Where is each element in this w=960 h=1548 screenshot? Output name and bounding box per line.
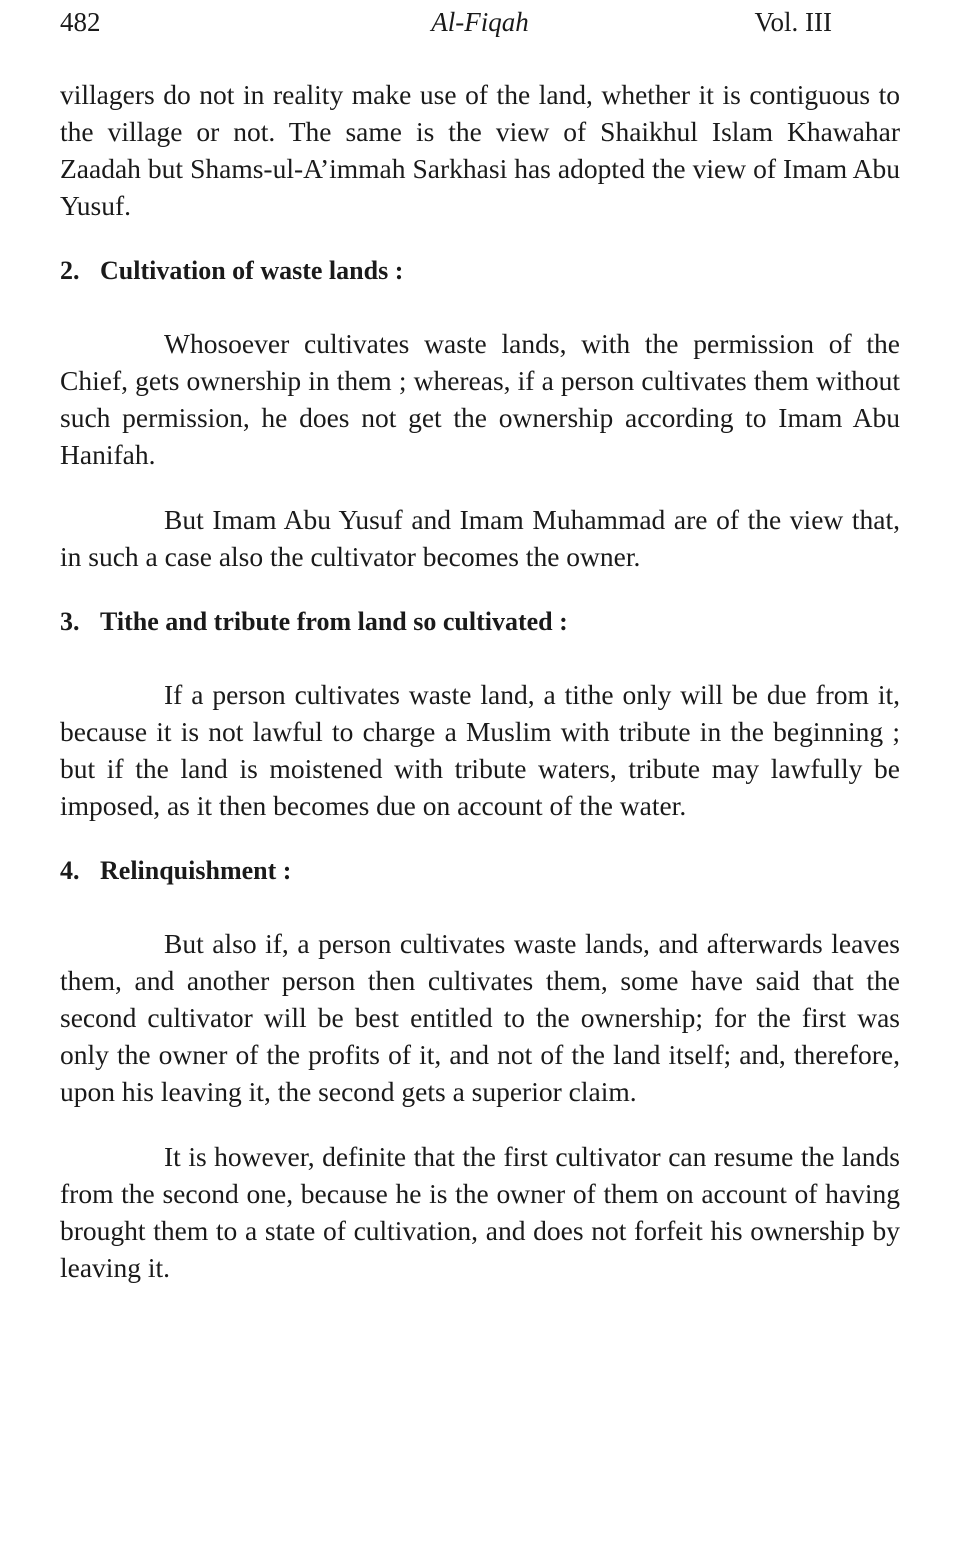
page-number: 482: [60, 7, 101, 37]
section-title: Relinquishment :: [100, 856, 292, 885]
book-title: Al-Fiqah: [431, 7, 529, 37]
section-number: 4.: [60, 856, 80, 885]
paragraph: But also if, a person cultivates waste lands, and afterwards leaves them, and another person then cultivates them, some have said that the second cultivator will be best entitled to the ownership; for the first was only the owner of the profits of it, and not of the land itself; and, therefore, upon his leaving it, the second gets a superior claim.: [60, 928, 900, 1107]
section-heading-2: [60, 252, 900, 289]
paragraph: It is however, definite that the first cultivator can resume the lands from the second one, because he is the owner of them on account of having brought them to a state of cultivation, and does not forfeit his ownership by leaving it.: [60, 1141, 900, 1283]
running-head: [60, 4, 900, 40]
paragraph-continued: villagers do not in reality make use of the land, whether it is contiguous to the village or not. The same is the view of Shaikhul Islam Khawahar Zaadah but Shams-ul-A’immah Sarkhasi has adopted the view of Imam Abu Yusuf.: [60, 79, 900, 221]
paragraph: Whosoever cultivates waste lands, with the permission of the Chief, gets ownership in them ; whereas, if a person cultivates them without such permission, he does not get the ownership according to Imam Abu Hanifah.: [60, 328, 900, 470]
paragraph: If a person cultivates waste land, a tithe only will be due from it, because it is not lawful to charge a Muslim with tribute in the beginning ; but if the land is moistened with tribute waters, tribute may lawfully be imposed, as it then becomes due on account of the water.: [60, 679, 900, 821]
page-body: [60, 76, 900, 1286]
section-heading-4: [60, 852, 900, 889]
section-title: Cultivation of waste lands :: [100, 256, 404, 285]
section-number: 3.: [60, 607, 80, 636]
section-title: Tithe and tribute from land so cultivated :: [100, 607, 568, 636]
paragraph: But Imam Abu Yusuf and Imam Muhammad are of the view that, in such a case also the cultivator becomes the owner.: [60, 504, 900, 572]
section-number: 2.: [60, 256, 80, 285]
section-heading-3: [60, 603, 900, 640]
volume-label: Vol. III: [754, 7, 832, 37]
